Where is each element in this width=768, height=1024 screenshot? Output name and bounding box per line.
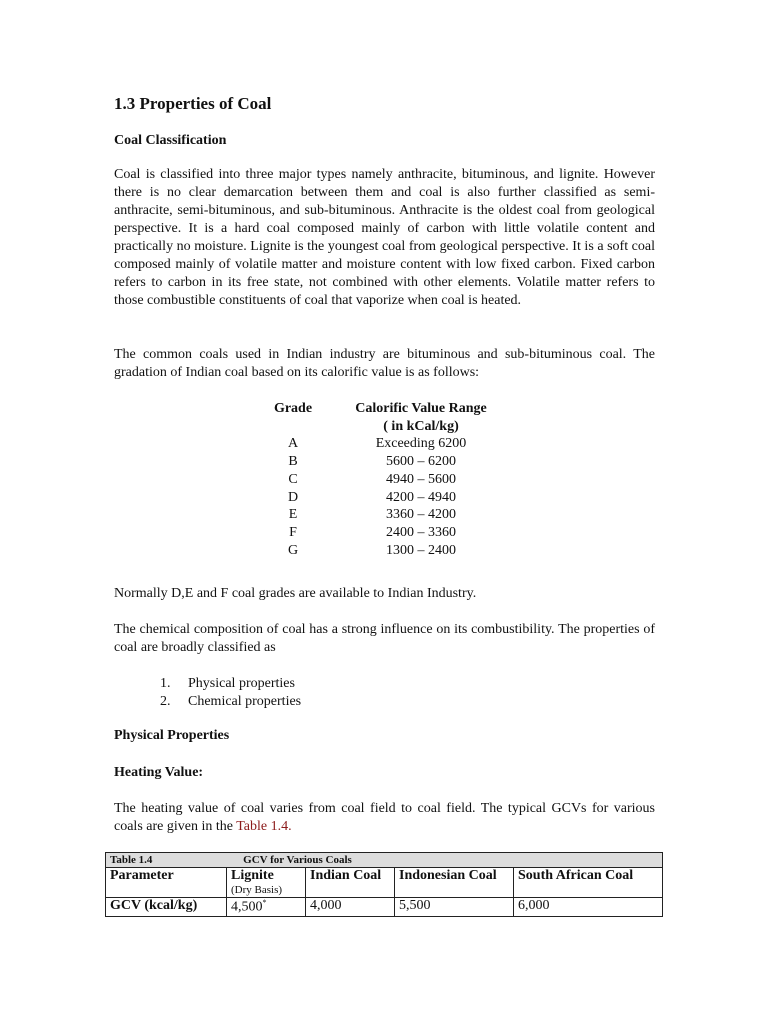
grade-header: Grade <box>273 401 313 416</box>
grade-row: D 4200 – 4940 <box>287 489 456 505</box>
table-link[interactable]: Table 1.4. <box>236 819 292 834</box>
list-item: 1. Physical properties <box>160 676 295 691</box>
physical-properties-heading: Physical Properties <box>114 728 230 743</box>
heating-value-paragraph: The heating value of coal varies from coal field to coal field. The typical GCVs for various coals are given in the Table 1.4. <box>114 801 655 834</box>
grade-row: G 1300 – 2400 <box>287 542 456 558</box>
indonesian-coal-value: 5,500 <box>395 898 514 917</box>
grade-row: B 5600 – 6200 <box>288 454 456 470</box>
gcv-table <box>105 852 663 917</box>
indian-coal-header: Indian Coal <box>306 868 395 898</box>
composition-paragraph: The chemical composition of coal has a strong influence on its combustibility. The properties of coal are broadly classified as <box>114 622 655 655</box>
gcv-table-header <box>106 868 663 898</box>
properties-list <box>160 675 301 711</box>
table-title: GCV for Various Coals <box>243 854 352 866</box>
section-title: 1.3 Properties of Coal <box>114 94 272 113</box>
south-african-coal-header: South African Coal <box>514 868 663 898</box>
indonesian-coal-header: Indonesian Coal <box>395 868 514 898</box>
coal-classification-heading: Coal Classification <box>114 133 227 148</box>
range-header: Calorific Value Range ( in kCal/kg) <box>355 401 487 434</box>
grade-table-header <box>250 400 506 435</box>
gcv-table-caption <box>106 853 663 868</box>
table-label: Table 1.4 <box>110 854 153 866</box>
lignite-value: 4,500* <box>227 898 306 917</box>
grade-row: C 4940 – 5600 <box>288 471 456 487</box>
available-grades-paragraph: Normally D,E and F coal grades are available to Indian Industry. <box>114 586 477 601</box>
table-row <box>106 898 663 917</box>
indian-coal-paragraph: The common coals used in Indian industry are bituminous and sub-bituminous coal. The gradation of Indian coal based on its calorific value is as follows: <box>114 347 655 380</box>
grade-row: F 2400 – 3360 <box>289 524 456 540</box>
grade-row: A Exceeding 6200 <box>287 436 467 452</box>
grade-table <box>250 400 506 559</box>
south-african-coal-value: 6,000 <box>514 898 663 917</box>
parameter-header: Parameter <box>106 868 227 898</box>
lignite-header: Lignite (Dry Basis) <box>227 868 306 898</box>
indian-coal-value: 4,000 <box>306 898 395 917</box>
gcv-row-label: GCV (kcal/kg) <box>106 898 227 917</box>
grade-row: E 3360 – 4200 <box>288 507 456 523</box>
heating-value-heading: Heating Value: <box>114 765 204 780</box>
list-item: 2. Chemical properties <box>160 694 302 709</box>
classification-paragraph: Coal is classified into three major types namely anthracite, bituminous, and lignite. However there is no clear demarcation between them and coal is also further classified as semi- anthracite, semi-bituminous, and sub-bituminous. Anthracite is the oldest coal from geological perspective. It is a hard coal composed mainly of carbon with little volatile content and practically no moisture. Lignite is the youngest coal from geological perspective. It is a soft coal composed mainly of volatile matter and moisture content with low fixed carbon. Fixed carbon refers to carbon in its free state, not combined with other elements. Volatile matter refers to those combustible constituents of coal that vaporize when coal is heated. <box>114 167 655 308</box>
